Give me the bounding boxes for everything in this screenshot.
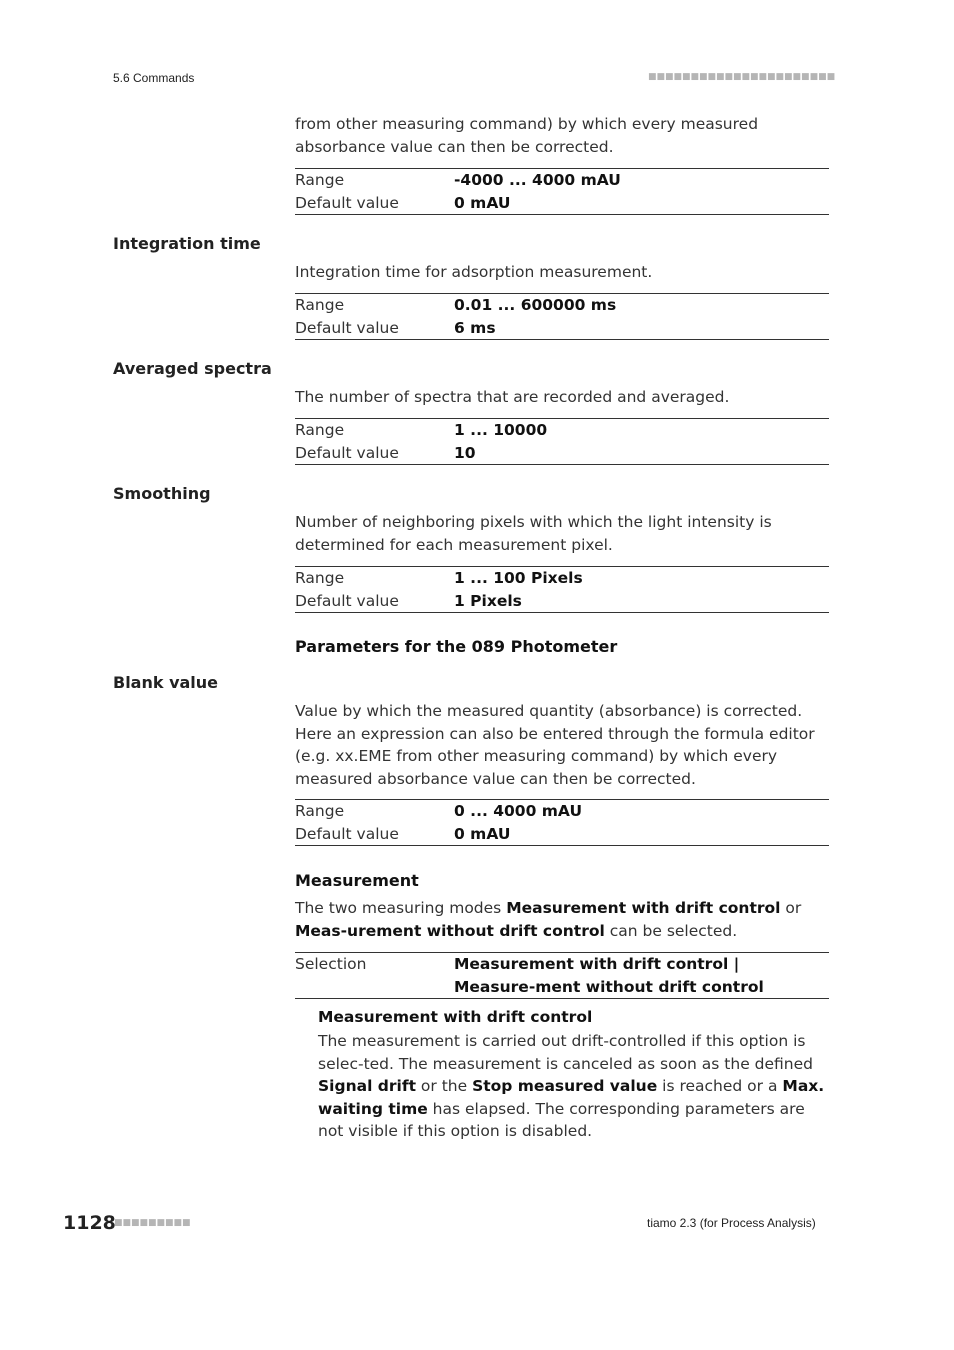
default-value: 10 bbox=[454, 443, 476, 462]
max-waiting-time-term: Max. waiting time bbox=[318, 1077, 825, 1118]
measurement-selection-table bbox=[295, 952, 829, 999]
range-label: Range bbox=[295, 296, 345, 314]
default-label: Default value bbox=[295, 193, 399, 212]
averaged-spectra-table bbox=[295, 418, 829, 465]
intro-paragraph: from other measuring command) by which every measured absorbance value can then be corrected. bbox=[295, 115, 759, 156]
footer-decoration: ■■■■■■■■■ bbox=[114, 1218, 191, 1228]
blank-first-table bbox=[295, 168, 829, 215]
footer-product: tiamo 2.3 (for Process Analysis) bbox=[647, 1216, 816, 1230]
range-value: 0 ... 4000 mAU bbox=[454, 802, 583, 820]
range-label: Range bbox=[295, 171, 345, 189]
default-value: 0 mAU bbox=[454, 824, 511, 843]
range-value: 0.01 ... 600000 ms bbox=[454, 296, 617, 314]
blank-value-heading: Blank value bbox=[113, 673, 219, 692]
default-value: 1 Pixels bbox=[454, 591, 522, 610]
mode-drift-control: Measurement with drift control bbox=[506, 899, 781, 917]
default-label: Default value bbox=[295, 443, 399, 462]
selection-label: Selection bbox=[295, 955, 367, 973]
range-label: Range bbox=[295, 569, 345, 587]
range-value: 1 ... 10000 bbox=[454, 421, 548, 439]
integration-time-heading: Integration time bbox=[113, 234, 261, 253]
integration-time-description: Integration time for adsorption measurement. bbox=[295, 263, 653, 281]
averaged-spectra-heading: Averaged spectra bbox=[113, 359, 272, 378]
blank-value-table bbox=[295, 799, 829, 846]
smoothing-table bbox=[295, 566, 829, 613]
measurement-description: The two measuring modes Measurement with drift control or Meas-urement without drift control can be selected. bbox=[295, 899, 802, 940]
range-label: Range bbox=[295, 802, 345, 820]
page-number: 1128 bbox=[63, 1212, 116, 1234]
range-value: -4000 ... 4000 mAU bbox=[454, 171, 621, 189]
selection-value: Measurement with drift control | Measure-ment without drift control bbox=[454, 955, 764, 996]
default-value: 6 ms bbox=[454, 318, 496, 337]
mode-without-drift-control: Meas-urement without drift control bbox=[295, 921, 605, 940]
option-drift-control-description: The measurement is carried out drift-controlled if this option is selec-ted. The measurement is canceled as soon as the defined Signal drift or the Stop measured value is reached or a Max. waiting time has elapsed. The corresponding parameters are not visible if this option is disabled. bbox=[318, 1032, 825, 1140]
header-section: 5.6 Commands bbox=[113, 71, 195, 85]
stop-measured-value-term: Stop measured value bbox=[472, 1077, 658, 1095]
range-label: Range bbox=[295, 421, 345, 439]
photometer-section-heading: Parameters for the 089 Photometer bbox=[295, 637, 618, 656]
option-drift-control-title: Measurement with drift control bbox=[318, 1008, 593, 1026]
smoothing-description: Number of neighboring pixels with which the light intensity is determined for each measurement pixel. bbox=[295, 513, 772, 554]
blank-value-description: Value by which the measured quantity (absorbance) is corrected. Here an expression can also be entered through the formula editor (e.g. xx.EME from other measuring command) by which every measured absorbance value can then be corrected. bbox=[295, 702, 815, 788]
averaged-spectra-description: The number of spectra that are recorded and averaged. bbox=[295, 388, 730, 406]
default-label: Default value bbox=[295, 318, 399, 337]
range-value: 1 ... 100 Pixels bbox=[454, 569, 583, 587]
default-label: Default value bbox=[295, 591, 399, 610]
integration-time-table bbox=[295, 293, 829, 340]
default-value: 0 mAU bbox=[454, 193, 511, 212]
default-label: Default value bbox=[295, 824, 399, 843]
measurement-heading: Measurement bbox=[295, 871, 419, 890]
header-decoration: ■■■■■■■■■■■■■■■■■■■■■■ bbox=[648, 72, 836, 82]
smoothing-heading: Smoothing bbox=[113, 484, 211, 503]
signal-drift-term: Signal drift bbox=[318, 1077, 416, 1095]
